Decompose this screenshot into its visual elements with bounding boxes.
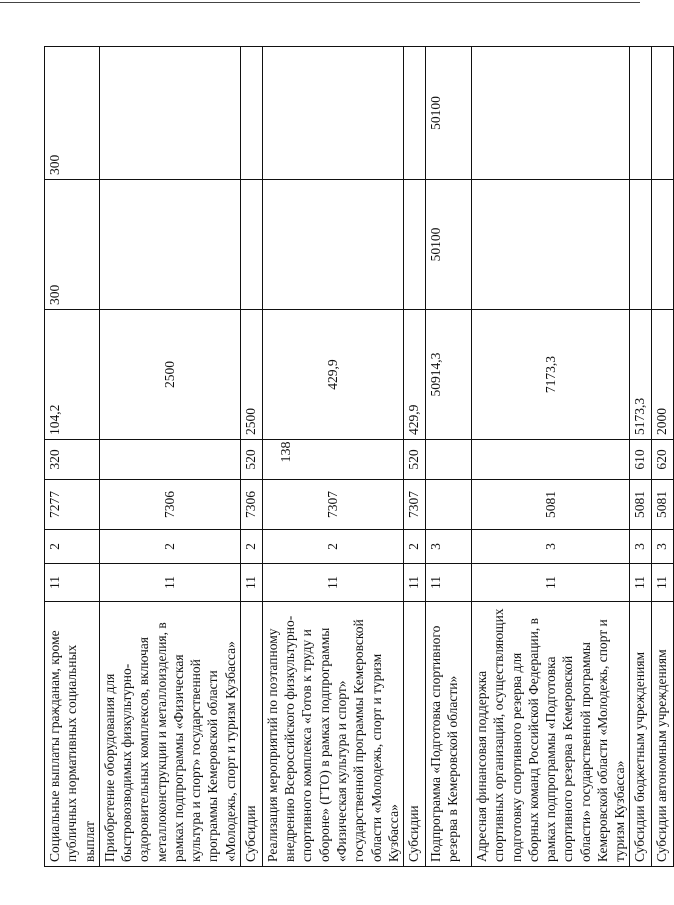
table-row bbox=[240, 47, 262, 867]
cell-value-3 bbox=[652, 47, 674, 180]
cell-subsection: 2 bbox=[404, 530, 426, 564]
cell-value-3: 300 bbox=[45, 47, 100, 180]
cell-value-3 bbox=[630, 47, 652, 180]
table-row bbox=[652, 47, 674, 867]
table-row bbox=[426, 47, 472, 867]
table-row bbox=[404, 47, 426, 867]
cell-value-3: 50100 bbox=[426, 47, 472, 180]
row-text: Подпрограмма «Подготовка спортивного резерва в Кемеровской области» bbox=[426, 602, 472, 867]
table-row bbox=[262, 47, 403, 867]
cell-value-1: 50914,3 bbox=[426, 310, 472, 440]
table-row bbox=[45, 47, 100, 867]
cell-value-1: 104,2 bbox=[45, 310, 100, 440]
cell-subsection: 3 bbox=[630, 530, 652, 564]
page-number: 138 bbox=[279, 441, 294, 463]
cell-value-1: 7173,3 bbox=[472, 310, 630, 440]
row-text: Субсидии bbox=[240, 602, 262, 867]
row-text: Социальные выплаты гражданам, кроме публичных нормативных социальных выплат bbox=[45, 602, 100, 867]
row-text: Субсидии автономным учреждениям bbox=[652, 602, 674, 867]
cell-subsection: 2 bbox=[240, 530, 262, 564]
cell-value-3 bbox=[240, 47, 262, 180]
cell-section: 11 bbox=[99, 564, 240, 602]
cell-value-3 bbox=[472, 47, 630, 180]
cell-subsection: 2 bbox=[45, 530, 100, 564]
cell-subsection: 3 bbox=[426, 530, 472, 564]
cell-value-3 bbox=[404, 47, 426, 180]
cell-subsection: 3 bbox=[472, 530, 630, 564]
cell-value-2 bbox=[630, 180, 652, 310]
cell-value-1: 2000 bbox=[652, 310, 674, 440]
cell-value-3 bbox=[99, 47, 240, 180]
cell-expense-type: 320 bbox=[45, 440, 100, 480]
cell-target-code: 7306 bbox=[240, 480, 262, 530]
cell-value-1: 2500 bbox=[99, 310, 240, 440]
cell-section: 11 bbox=[240, 564, 262, 602]
cell-value-1: 429,9 bbox=[404, 310, 426, 440]
cell-value-2 bbox=[404, 180, 426, 310]
cell-target-code bbox=[426, 480, 472, 530]
cell-subsection: 3 bbox=[652, 530, 674, 564]
cell-section: 11 bbox=[426, 564, 472, 602]
table-row bbox=[630, 47, 652, 867]
cell-value-1: 429,9 bbox=[262, 310, 403, 440]
cell-expense-type bbox=[472, 440, 630, 480]
cell-expense-type bbox=[99, 440, 240, 480]
cell-section: 11 bbox=[262, 564, 403, 602]
cell-value-2 bbox=[472, 180, 630, 310]
cell-subsection: 2 bbox=[262, 530, 403, 564]
budget-table bbox=[44, 46, 674, 867]
row-text: Субсидии bbox=[404, 602, 426, 867]
cell-target-code: 5081 bbox=[472, 480, 630, 530]
cell-expense-type: 620 bbox=[652, 440, 674, 480]
cell-expense-type bbox=[262, 440, 403, 480]
cell-target-code: 5081 bbox=[630, 480, 652, 530]
cell-expense-type: 520 bbox=[240, 440, 262, 480]
row-text: Субсидии бюджетным учреждениям bbox=[630, 602, 652, 867]
cell-section: 11 bbox=[652, 564, 674, 602]
cell-target-code: 7277 bbox=[45, 480, 100, 530]
cell-target-code: 7307 bbox=[262, 480, 403, 530]
cell-expense-type: 610 bbox=[630, 440, 652, 480]
cell-target-code: 7306 bbox=[99, 480, 240, 530]
cell-value-2 bbox=[262, 180, 403, 310]
cell-value-2: 300 bbox=[45, 180, 100, 310]
cell-value-3 bbox=[262, 47, 403, 180]
table-row bbox=[99, 47, 240, 867]
table-row bbox=[472, 47, 630, 867]
cell-value-2: 50100 bbox=[426, 180, 472, 310]
cell-section: 11 bbox=[630, 564, 652, 602]
cell-expense-type: 520 bbox=[404, 440, 426, 480]
cell-value-2 bbox=[240, 180, 262, 310]
row-text: Реализация мероприятий по поэтапному внедрению Всероссийского физкультурно-спортивного комплекса «Готов к труду и обороне» (ГТО) в рамках подпрограммы «Физическая культура и спорт» государственной программы Кемеровской области «Молодежь, спорт и туризм Кузбасса» bbox=[262, 602, 403, 867]
cell-section: 11 bbox=[45, 564, 100, 602]
cell-value-1: 2500 bbox=[240, 310, 262, 440]
top-scan-rule bbox=[0, 2, 640, 3]
cell-value-2 bbox=[652, 180, 674, 310]
cell-section: 11 bbox=[404, 564, 426, 602]
cell-target-code: 7307 bbox=[404, 480, 426, 530]
cell-section: 11 bbox=[472, 564, 630, 602]
rotated-table-container bbox=[44, 47, 670, 867]
row-text: Приобретение оборудования для быстровозводимых физкультурно-оздоровительных комплексов, включая металлоконструкции и металлоизделия, в рамках подпрограммы «Физическая культура и спорт» государственной программы Кемеровской области «Молодежь, спорт и туризм Кузбасса» bbox=[99, 602, 240, 867]
cell-value-1: 5173,3 bbox=[630, 310, 652, 440]
row-text: Адресная финансовая поддержка спортивных организаций, осуществляющих подготовку спортивного резерва для сборных команд Российской Федерации, в рамках подпрограммы «Подготовка спортивного резерва в Кемеровской области» государственной программы Кемеровской области «Молодежь, спорт и туризм Кузбасса» bbox=[472, 602, 630, 867]
cell-expense-type bbox=[426, 440, 472, 480]
cell-subsection: 2 bbox=[99, 530, 240, 564]
cell-target-code: 5081 bbox=[652, 480, 674, 530]
cell-value-2 bbox=[99, 180, 240, 310]
